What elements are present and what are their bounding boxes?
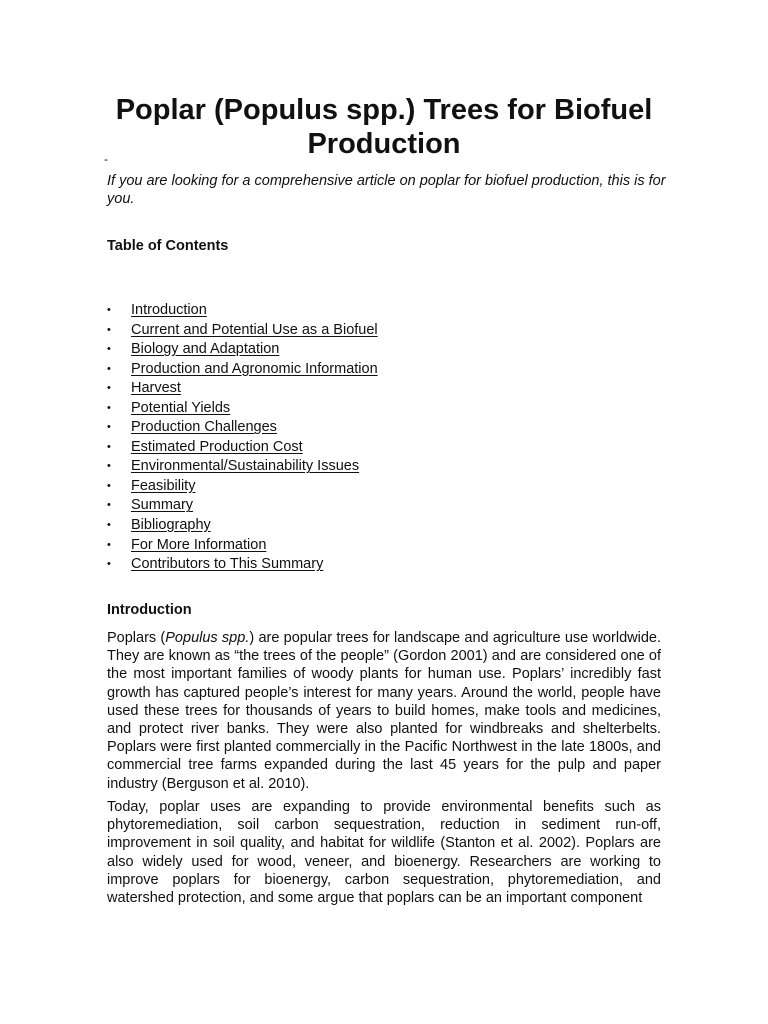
introduction-heading: Introduction: [107, 602, 192, 618]
bullet-icon: •: [107, 304, 111, 316]
bullet-icon: •: [107, 479, 111, 492]
toc-link[interactable]: Bibliography: [131, 517, 211, 534]
toc-item: [107, 360, 378, 380]
intro-italic-text: If you are looking for a comprehensive article on poplar for biofuel production, this is for you.: [107, 173, 666, 207]
toc-link[interactable]: Contributors to This Summary: [131, 556, 324, 573]
title-dash: -: [104, 152, 108, 166]
toc-link[interactable]: Production Challenges: [131, 419, 277, 436]
toc-item: [107, 321, 378, 341]
toc-link[interactable]: For More Information: [131, 536, 267, 553]
para1-rest: ) are popular trees for landscape and agriculture use worldwide. They are known as “the trees of the people” (Gordon 2001) and are considered one of the most important families of woody plants for human use. Poplars’ incredibly fast growth has captured people’s interest for many years. Around the world, people have used these trees for thousands of years to build homes, make tools and medicines, and protect river banks. They were also planted for windbreaks and shelterbelts. Poplars were first planted commercially in the Pacific Northwest in the late 1800s, and commercial tree farms expanded during the last 45 years for the pulp and paper industry (Berguson et al. 2010).: [107, 630, 661, 792]
introduction-paragraph-2: Today, poplar uses are expanding to provide environmental benefits such as phytoremediation, soil carbon sequestration, reduction in sediment run-off, improvement in soil quality, and habitat for wildlife (Stanton et al. 2002). Poplars are also widely used for wood, veneer, and bioenergy. Researchers are working to improve poplars for bioenergy, carbon sequestration, phytoremediation, and watershed protection, and some argue that poplars can be an important component: [107, 799, 661, 907]
bullet-icon: •: [107, 558, 111, 571]
toc-item: [107, 496, 378, 516]
toc-link[interactable]: Biology and Adaptation: [131, 341, 280, 358]
toc-item: [107, 555, 378, 575]
toc-item: [107, 418, 378, 438]
toc-item: [107, 438, 378, 458]
toc-link[interactable]: Estimated Production Cost: [131, 438, 303, 455]
toc-item: [107, 477, 378, 497]
toc-link[interactable]: Potential Yields: [131, 399, 231, 416]
bullet-icon: •: [107, 401, 111, 414]
bullet-icon: •: [107, 343, 111, 356]
para1-start: Poplars (: [107, 630, 166, 646]
para1-italic-species: Populus spp.: [165, 630, 250, 646]
bullet-icon: •: [107, 440, 111, 453]
bullet-icon: •: [107, 323, 111, 336]
toc-item: [107, 457, 378, 477]
bullet-icon: •: [107, 538, 111, 551]
bullet-icon: •: [107, 362, 111, 375]
toc-heading: Table of Contents: [107, 238, 229, 254]
toc-link[interactable]: Harvest: [131, 380, 181, 397]
table-of-contents: [107, 301, 378, 575]
toc-item: [107, 536, 378, 556]
toc-item: [107, 516, 378, 536]
toc-link[interactable]: Production and Agronomic Information: [131, 360, 378, 377]
toc-link[interactable]: Introduction: [131, 302, 207, 318]
bullet-icon: •: [107, 519, 111, 532]
toc-link[interactable]: Feasibility: [131, 477, 196, 494]
toc-item: [107, 301, 378, 321]
toc-item: [107, 379, 378, 399]
document-title: Poplar (Populus spp.) Trees for Biofuel Production: [115, 94, 653, 160]
bullet-icon: •: [107, 460, 111, 473]
introduction-paragraph-1: [107, 629, 661, 793]
toc-link[interactable]: Current and Potential Use as a Biofuel: [131, 321, 378, 338]
toc-item: [107, 399, 378, 419]
bullet-icon: •: [107, 382, 111, 395]
toc-link[interactable]: Environmental/Sustainability Issues: [131, 458, 360, 475]
toc-item: [107, 340, 378, 360]
toc-link[interactable]: Summary: [131, 497, 194, 514]
bullet-icon: •: [107, 421, 111, 434]
bullet-icon: •: [107, 499, 111, 512]
